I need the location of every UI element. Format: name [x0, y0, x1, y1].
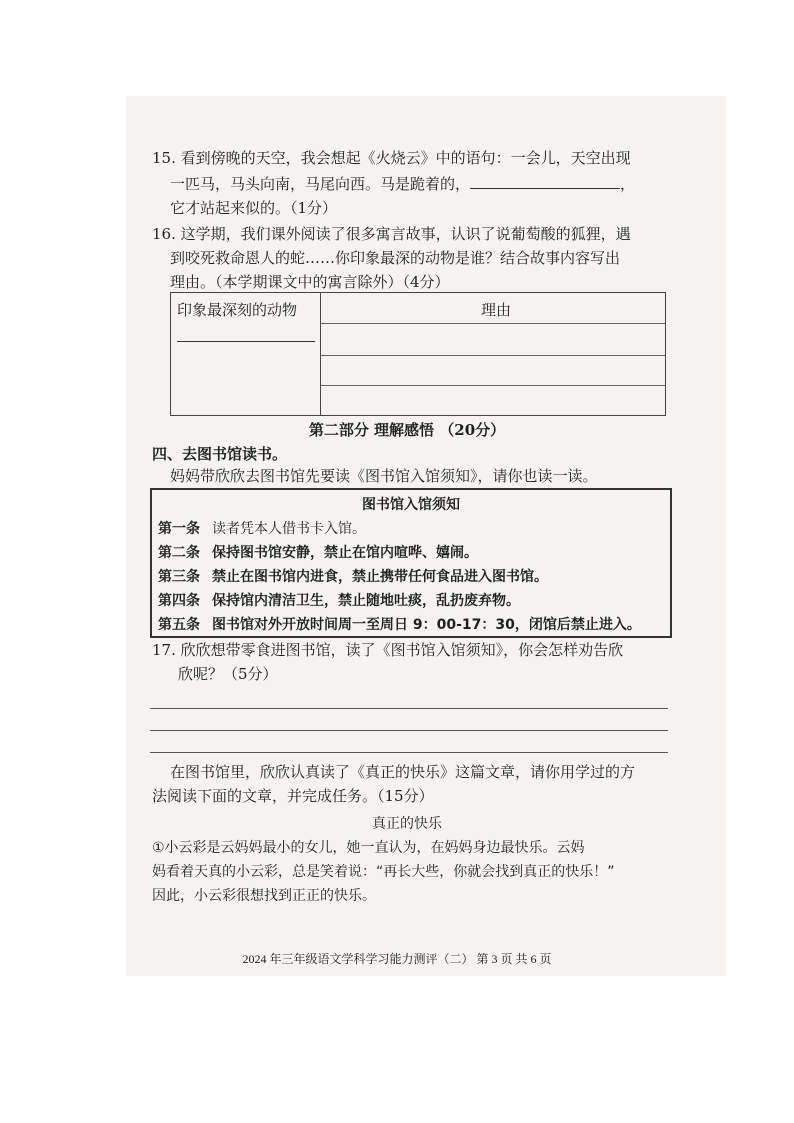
q15-line3: 它才站起来似的。（1分） [170, 199, 338, 217]
part2-title: 第二部分 理解感悟 （20分） [308, 421, 506, 439]
rule-item [158, 590, 520, 610]
q17-answer-line-1[interactable] [150, 708, 668, 709]
q15-line2-end: ， [620, 175, 636, 193]
rule-item [158, 614, 641, 634]
reading-intro-line1: 在图书馆里，欣欣认真读了《真正的快乐》这篇文章，请你用学过的方 [170, 763, 636, 781]
passage-p1-line1: ①小云彩是云妈妈最小的女儿，她一直认为，在妈妈身边最快乐。云妈 [152, 840, 585, 856]
q16-line1: 16. 这学期，我们课外阅读了很多寓言故事，认识了说葡萄酸的狐狸，遇 [152, 225, 631, 243]
rule-item [158, 542, 478, 562]
rule-text: 保持馆内清洁卫生，禁止随地吐痰，乱扔废弃物。 [212, 593, 520, 609]
q16-reason-line-3[interactable] [321, 385, 665, 386]
section4-intro: 妈妈带欣欣去图书馆先要读《图书馆入馆须知》，请你也读一读。 [170, 467, 598, 485]
rule-text: 图书馆对外开放时间周一至周日 9：00-17：30，闭馆后禁止进入。 [212, 617, 641, 633]
rules-title: 图书馆入馆须知 [362, 497, 460, 513]
passage-title: 真正的快乐 [372, 816, 442, 832]
section4-title: 四、去图书馆读书。 [152, 445, 288, 463]
reading-intro-line2: 法阅读下面的文章，并完成任务。（15分） [152, 787, 434, 805]
q15-line2 [170, 174, 635, 194]
q17-answer-line-3[interactable] [150, 752, 668, 753]
q15-answer-blank[interactable] [470, 174, 620, 189]
q15-line2-text: 一匹马，马头向南，马尾向西。马是跪着的， [170, 175, 471, 193]
q16-answer-table [170, 292, 666, 416]
q17-line2: 欣呢？（5分） [178, 665, 278, 683]
q17-line1: 17. 欣欣想带零食进图书馆，读了《图书馆入馆须知》，你会怎样劝告欣 [152, 641, 624, 659]
rule-number: 第四条 [158, 593, 200, 609]
rule-number: 第二条 [158, 545, 200, 561]
rule-item [158, 518, 366, 538]
q16-line3: 理由。（本学期课文中的寓言除外）（4分） [170, 273, 450, 291]
library-rules-box [150, 488, 672, 638]
rule-text: 保持图书馆安静，禁止在馆内喧哗、嬉闹。 [212, 545, 478, 561]
rule-number: 第一条 [158, 521, 200, 537]
rule-number: 第三条 [158, 569, 200, 585]
rule-text: 读者凭本人借书卡入馆。 [212, 521, 366, 537]
q16-header-reason: 理由 [481, 301, 512, 319]
passage-p1-line2: 妈看着天真的小云彩，总是笑着说：“再长大些，你就会找到真正的快乐！” [152, 864, 615, 880]
q16-animal-column [171, 293, 321, 415]
q16-line2: 到咬死救命恩人的蛇……你印象最深的动物是谁？结合故事内容写出 [170, 249, 621, 267]
q16-reason-line-2[interactable] [321, 355, 665, 356]
q16-animal-blank[interactable] [177, 341, 315, 342]
q16-header-animal: 印象最深刻的动物 [177, 301, 298, 319]
q15-line1: 15. 看到傍晚的天空，我会想起《火烧云》中的语句：一会儿，天空出现 [152, 149, 631, 167]
q16-reason-line-1[interactable] [321, 323, 665, 324]
q17-answer-line-2[interactable] [150, 730, 668, 731]
rule-text: 禁止在图书馆内进食，禁止携带任何食品进入图书馆。 [212, 569, 548, 585]
passage-p1-line3: 因此，小云彩很想找到正正的快乐。 [152, 888, 376, 904]
rule-number: 第五条 [158, 617, 200, 633]
page-footer: 2024 年三年级语文学科学习能力测评（二） 第 3 页 共 6 页 [242, 952, 552, 966]
rule-item [158, 566, 548, 586]
